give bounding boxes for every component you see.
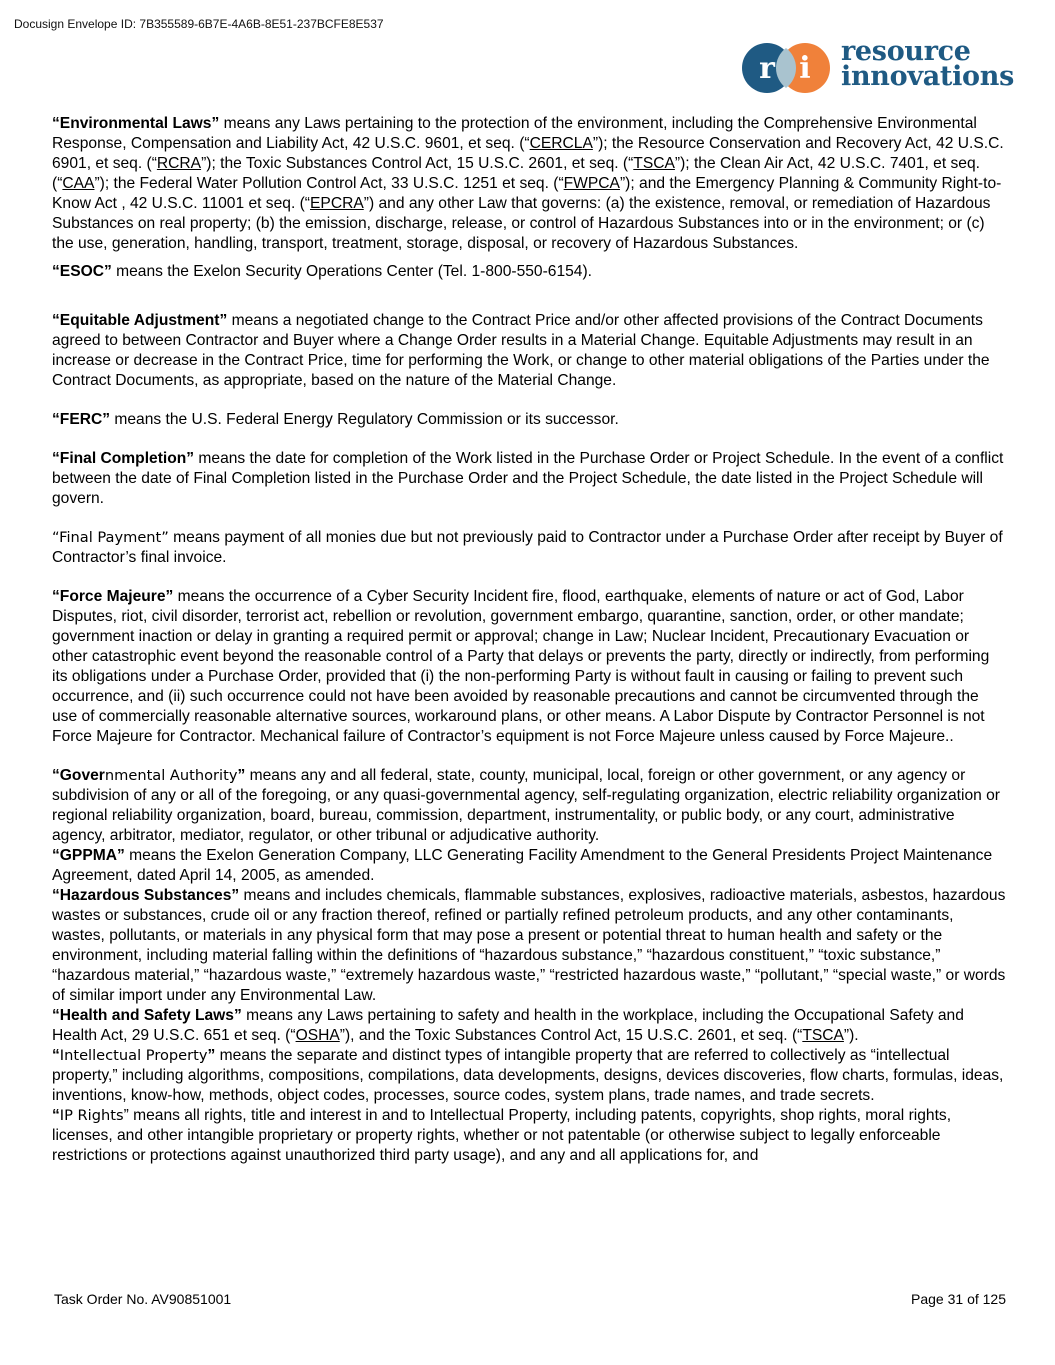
abbr-rcra: RCRA xyxy=(156,155,202,172)
definition-health-and-safety-laws: “Health and Safety Laws” means any Laws pertaining to safety and health in the workplace, including the Occupational Safety and Health Act, 29 U.S.C. 651 et seq. (“OSHA”), and the Toxic Substances Control Act, 15 U.S.C. 2601, et seq. (“TSCA”). xyxy=(52,1007,964,1044)
logo-letter-r: r xyxy=(759,51,775,86)
abbr-fwpca: FWPCA xyxy=(563,175,620,192)
term-label: “Health and Safety Laws” xyxy=(52,1007,242,1024)
term-label: “ESOC” xyxy=(52,263,112,280)
definition-ip-rights: “IP Rights” means all rights, title and interest in and to Intellectual Property, including patents, copyrights, shop rights, moral rights, licenses, and other intangible proprietary or property rights, whether or not patentable (or otherwise subject to legally enforceable restrictions or protections against unauthorized third party usage), and any and all applications for, and xyxy=(52,1107,952,1164)
term-label-plain: Intellectual Property xyxy=(59,1047,208,1064)
definition-environmental-laws: “Environmental Laws” means any Laws pertaining to the protection of the environment, including the Comprehensive Environmental Response, Compensation and Liability Act, 42 U.S.C. 9601, et seq. (“CERCLA”); the Resource Conservation and Recovery Act, 42 U.S.C. 6901, et seq. (“RCRA”); the Toxic Substances Control Act, 15 U.S.C. 2601, et seq. (“TSCA”); the Clean Air Act, 42 U.S.C. 7401, et seq. (“CAA”); the Federal Water Pollution Control Act, 33 U.S.C. 1251 et seq. (“FWPCA”); and the Emergency Planning & Community Right-to-Know Act , 42 U.S.C. 11001 et seq. (“EPCRA”) and any other Law that governs: (a) the existence, removal, or remediation of Hazardous Substances on real property; (b) the emission, discharge, release, or control of Hazardous Substances into or in the environment; or (c) the use, generation, handling, transport, treatment, storage, disposal, or recovery of Hazardous Substances. xyxy=(52,115,1004,252)
company-logo xyxy=(741,36,1016,95)
page-number: Page 31 of 125 xyxy=(911,1291,1006,1307)
definitions-body xyxy=(52,114,1007,1166)
definition-governmental-authority: “Governmental Authority” means any and all federal, state, county, municipal, local, foreign or other government, or any agency or subdivision of any or all of the foregoing, or any quasi-governmental agency, self-regulating organization, electric reliability organization or regional reliability organization, board, bureau, commission, department, instrumentality, or public body, or any court, administrative agency, arbitrator, mediator, regulator, or other tribunal or adjudicative authority. xyxy=(52,767,1000,844)
term-label: “Gover xyxy=(52,767,105,784)
term-label: “Hazardous Substances” xyxy=(52,887,240,904)
abbr-cercla: CERCLA xyxy=(529,135,593,152)
abbr-osha: OSHA xyxy=(295,1027,340,1044)
logo-wordmark xyxy=(841,36,1014,92)
definition-final-completion: “Final Completion” means the date for completion of the Work listed in the Purchase Order or Project Schedule. In the event of a conflict between the date of Final Completion listed in the Purchase Order and the Project Schedule, the date listed in the Project Schedule will govern. xyxy=(52,450,1004,507)
term-label: “FERC” xyxy=(52,411,111,428)
term-label: “Force Majeure” xyxy=(52,588,174,605)
abbr-caa: CAA xyxy=(62,175,95,192)
term-label: “Final Payment” xyxy=(52,529,169,546)
ri-logo-icon xyxy=(741,41,833,95)
abbr-tsca: TSCA xyxy=(633,155,675,172)
definition-esoc: “ESOC” means the Exelon Security Operations Center (Tel. 1-800-550-6154). xyxy=(52,263,592,280)
abbr-tsca: TSCA xyxy=(802,1027,844,1044)
term-label: “Final Completion” xyxy=(52,450,195,467)
task-order-number: Task Order No. AV90851001 xyxy=(54,1291,232,1307)
term-label-plain: nmental Authority xyxy=(104,767,238,784)
term-label: “GPPMA” xyxy=(52,847,125,864)
definition-final-payment: “Final Payment” means payment of all monies due but not previously paid to Contractor under a Purchase Order after receipt by Buyer of Contractor’s final invoice. xyxy=(52,529,1003,566)
logo-line-1: resource xyxy=(841,36,971,67)
definition-force-majeure: “Force Majeure” means the occurrence of a Cyber Security Incident fire, flood, earthquake, elements of nature or act of God, Labor Disputes, riot, civil disorder, terrorist act, rebellion or revolution, government embargo, quarantine, sanction, order, or other mandate; government inaction or delay in granting a required permit or approval; change in Law; Nuclear Incident, Precautionary Evacuation or other catastrophic event beyond the reasonable control of a Party that delays or prevents the party, directly or indirectly, from performing its obligations under a Purchase Order, provided that (i) the non-performing Party is without fault in causing or failing to prevent such occurrence, and (ii) such occurrence could not have been avoided by reasonable precautions and cannot be circumvented through the use of commercially reasonable alternative sources, workaround plans, or other means. A Labor Dispute by Contractor Personnel is not Force Majeure for Contractor. Mechanical failure of Contractor’s equipment is not Force Majeure unless caused by Force Majeure.. xyxy=(52,588,990,745)
term-label: “Equitable Adjustment” xyxy=(52,312,228,329)
definition-equitable-adjustment: “Equitable Adjustment” means a negotiated change to the Contract Price and/or other affected provisions of the Contract Documents agreed to between Contractor and Buyer where a Change Order results in a Material Change. Equitable Adjustments may result in an increase or decrease in the Contract Price, time for performing the Work, or change to other material obligations of the Parties under the Contract Documents, as appropriate, based on the nature of the Material Change. xyxy=(52,312,990,389)
logo-letter-i: i xyxy=(799,51,811,86)
term-label: “Environmental Laws” xyxy=(52,115,220,132)
definition-intellectual-property: “Intellectual Property” means the separate and distinct types of intangible property that are referred to collectively as “intellectual property,” including algorithms, compositions, compilations, data developments, designs, devices discoveries, flow charts, formulas, ideas, inventions, know-how, methods, object codes, processes, source codes, system plans, trade names, and trade secrets. xyxy=(52,1047,1004,1104)
envelope-id: Docusign Envelope ID: 7B355589-6B7E-4A6B-8E51-237BCFE8E537 xyxy=(14,17,384,31)
term-label-plain: IP Rights xyxy=(59,1107,124,1124)
logo-line-2: innovations xyxy=(841,61,1014,92)
definition-gppma: “GPPMA” means the Exelon Generation Company, LLC Generating Facility Amendment to the General Presidents Project Maintenance Agreement, dated April 14, 2005, as amended. xyxy=(52,847,993,884)
definition-ferc: “FERC” means the U.S. Federal Energy Regulatory Commission or its successor. xyxy=(52,411,619,428)
definition-hazardous-substances: “Hazardous Substances” means and includes chemicals, flammable substances, explosives, radioactive materials, asbestos, hazardous wastes or substances, crude oil or any fraction thereof, refined or partially refined petroleum products, and any other contaminants, wastes, pollutants, or materials in any physical form that may pose a present or potential threat to human health and safety or the environment, including material falling within the definitions of “hazardous substance,” “hazardous constituent,” “toxic substance,” “hazardous material,” “hazardous waste,” “extremely hazardous waste,” “restricted hazardous waste,” “pollutant,” “special waste,” or words of similar import under any Environmental Law. xyxy=(52,887,1006,1004)
abbr-epcra: EPCRA xyxy=(310,195,364,212)
